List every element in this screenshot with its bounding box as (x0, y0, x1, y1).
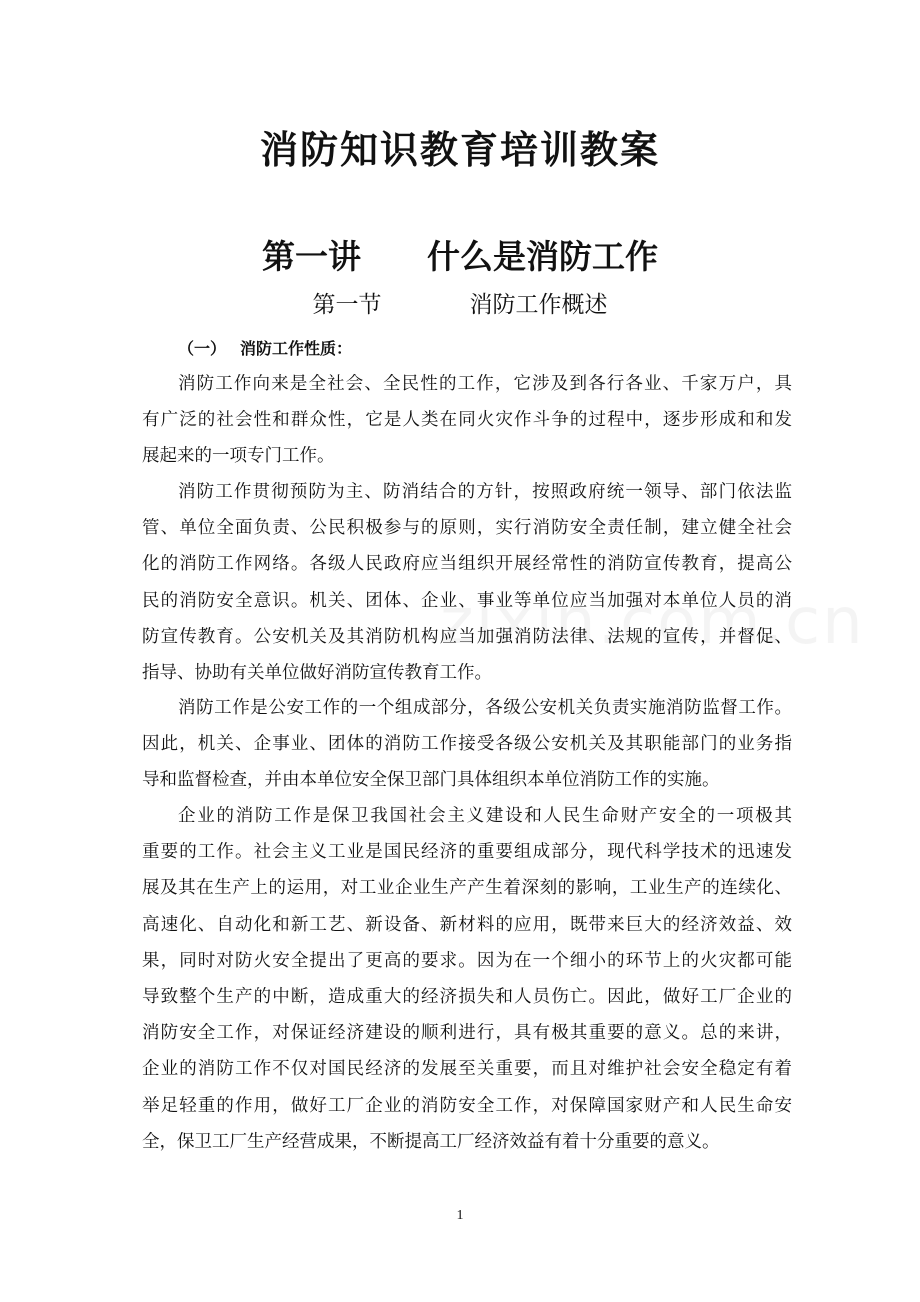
paragraph-line: 消防工作向来是全社会、全民性的工作，它涉及到各行各业、千家万户，具 (178, 374, 792, 394)
paragraph-1 (142, 366, 792, 475)
document-title: 消防知识教育培训教案 (259, 128, 660, 172)
paragraph-line: 展及其在生产上的运用，对工业企业生产产生着深刻的影响，工业生产的连续化、 (142, 878, 792, 899)
lecture-title: 什么是消防工作 (427, 237, 658, 276)
section-heading (0, 287, 920, 323)
subheading-number: （一） (178, 339, 227, 358)
paragraph-line: 化的消防工作网络。各级人民政府应当组织开展经常性的消防宣传教育，提高公 (142, 554, 792, 575)
paragraph-3 (142, 690, 792, 799)
subheading (178, 335, 352, 363)
subheading-text: 消防工作性质： (240, 339, 353, 358)
watermark (440, 585, 865, 659)
paragraph-line: 消防工作是公安工作的一个组成部分，各级公安机关负责实施消防监督工作。 (178, 698, 792, 718)
paragraph-line: 民的消防安全意识。机关、团体、企业、事业等单位应当加强对本单位人员的消 (142, 590, 792, 611)
paragraph-line: 果，同时对防火安全提出了更高的要求。因为在一个细小的环节上的火灾都可能 (142, 950, 792, 971)
paragraph-line: 举足轻重的作用，做好工厂企业的消防安全工作，对保障国家财产和人民生命安 (142, 1095, 792, 1116)
paragraph-line: 有广泛的社会性和群众性，它是人类在同火灾作斗争的过程中，逐步形成和和发 (142, 410, 792, 431)
paragraph-line: 企业的消防工作不仅对国民经济的发展至关重要，而且对维护社会安全稳定有着 (142, 1059, 792, 1080)
paragraph-line: 管、单位全面负责、公民积极参与的原则，实行消防安全责任制，建立健全社会 (142, 518, 792, 539)
lecture-number: 第一讲 (262, 237, 361, 276)
paragraph-line: 高速化、自动化和新工艺、新设备、新材料的应用，既带来巨大的经济效益、效 (142, 914, 792, 935)
paragraph-line: 导和监督检查，并由本单位安全保卫部门具体组织本单位消防工作的实施。 (142, 770, 720, 791)
paragraph-line: 企业的消防工作是保卫我国社会主义建设和人民生命财产安全的一项极其 (178, 806, 792, 826)
paragraph-line: 消防安全工作，对保证经济建设的顺利进行，具有极其重要的意义。总的来讲， (142, 1023, 792, 1044)
paragraph-line: 导致整个生产的中断，造成重大的经济损失和人员伤亡。因此，做好工厂企业的 (142, 986, 792, 1007)
paragraph-line: 指导、协助有关单位做好消防宣传教育工作。 (142, 662, 492, 683)
page-number: 1 (456, 1208, 464, 1223)
section-number: 第一节 (312, 292, 382, 318)
paragraph-line: 消防工作贯彻预防为主、防消结合的方针，按照政府统一领导、部门依法监 (178, 482, 792, 502)
section-title: 消防工作概述 (469, 292, 608, 318)
lecture-heading (0, 232, 920, 282)
paragraph-line: 展起来的一项专门工作。 (142, 446, 335, 467)
paragraph-line: 因此，机关、企事业、团体的消防工作接受各级公安机关及其职能部门的业务指 (142, 734, 792, 755)
paragraph-line: 全，保卫工厂生产经营成果，不断提高工厂经济效益有着十分重要的意义。 (142, 1131, 720, 1152)
paragraph-line: 防宣传教育。公安机关及其消防机构应当加强消防法律、法规的宣传，并督促、 (142, 626, 792, 647)
paragraph-4 (142, 798, 792, 1160)
paragraph-line: 重要的工作。社会主义工业是国民经济的重要组成部分，现代科学技术的迅速发 (142, 842, 792, 863)
